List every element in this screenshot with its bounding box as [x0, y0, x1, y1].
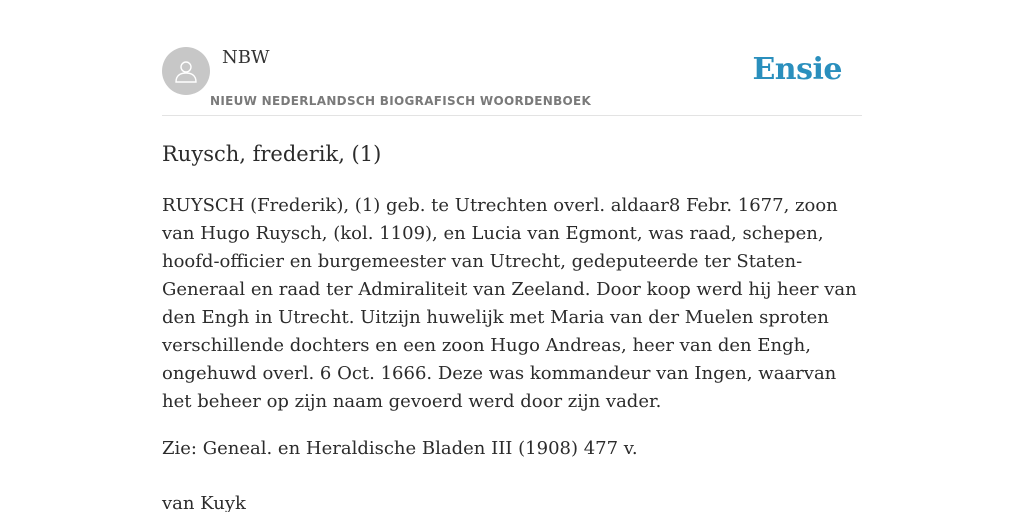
article-body: RUYSCH (Frederik), (1) geb. te Utrechten overl. aldaar8 Febr. 1677, zoon van Hugo Ruysch, (kol. 1109), en Lucia van Egmont, was raad, schepen, hoofd-officier en burgemeester van Utrecht, gedeputeerde ter Staten-Generaal en raad ter Admiraliteit van Zeeland. Door koop werd hij heer van den Engh in Utrecht. Uitzijn huwelijk met Maria van der Muelen sproten verschillende dochters en een zoon Hugo Andreas, heer van den Engh, ongehuwd overl. 6 Oct. 1666. Deze was kommandeur van Ingen, waarvan het beheer op zijn naam gevoerd werd door zijn vader.	[162, 195, 857, 412]
avatar[interactable]	[162, 47, 210, 95]
page-header	[162, 47, 862, 116]
ensie-logo[interactable]: Ensie	[752, 52, 842, 87]
article-reference: Zie: Geneal. en Heraldische Bladen III (1908) 477 v.	[162, 438, 638, 459]
user-icon	[173, 58, 199, 84]
article-content	[162, 192, 867, 512]
source-abbreviation[interactable]: NBW	[222, 47, 270, 68]
source-full-name[interactable]: NIEUW NEDERLANDSCH BIOGRAFISCH WOORDENBOEK	[210, 94, 592, 108]
article-author: van Kuyk	[162, 493, 246, 512]
article-title: Ruysch, frederik, (1)	[162, 142, 382, 166]
